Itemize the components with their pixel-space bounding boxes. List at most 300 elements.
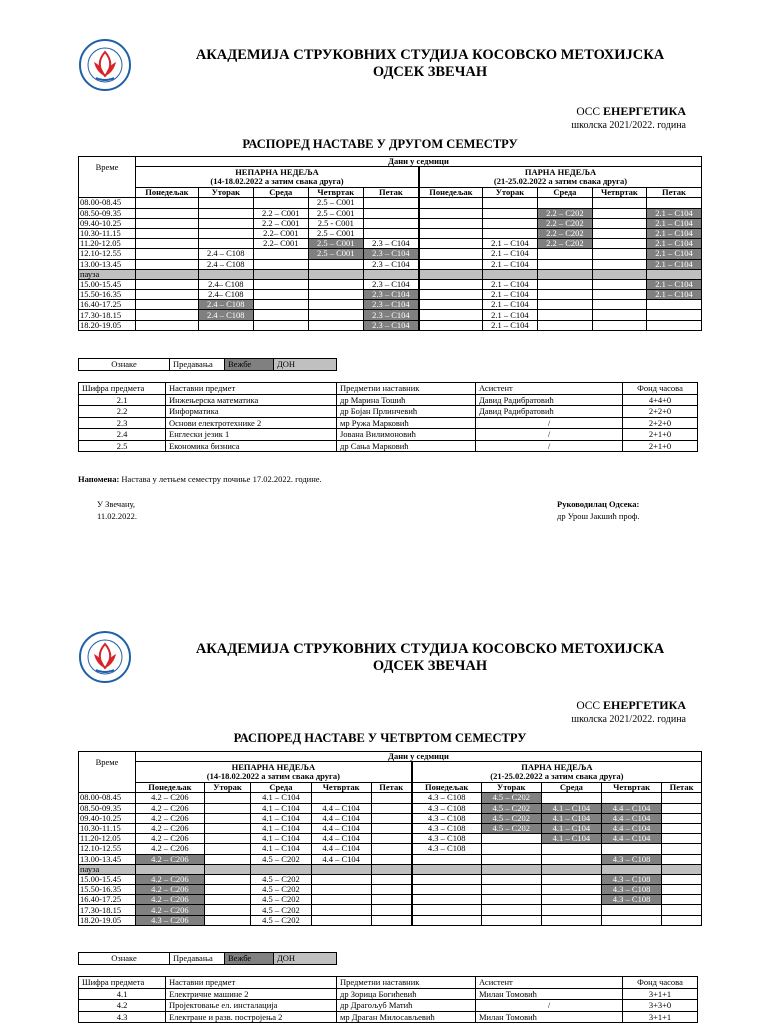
subject-teacher: др Драгољуб Матић [337,1000,476,1012]
schedule-cell [371,793,412,803]
day-header: Четвртак [311,783,371,793]
time-slot: 17.30-18.15 [79,310,136,320]
schedule-cell [412,864,481,874]
time-slot: пауза [79,864,136,874]
code-header: Шифра предмета [79,977,166,989]
schedule-cell: 2.3 – C104 [363,239,419,249]
schedule-cell: 2.4 – C108 [198,310,253,320]
subject-code: 2.1 [79,394,166,406]
schedule-cell [662,895,702,905]
program-label: ОСС ЕНЕРГЕТИКА [576,698,686,712]
legend-label: Ознаке [79,953,170,964]
schedule-cell: 4.5 – C202 [481,813,541,823]
subject-teacher: др Бојан Прлинчевић [337,406,476,418]
assistant-header: Асистент [476,383,623,395]
schedule-cell: 4.2 – C206 [136,803,205,813]
schedule-cell [662,915,702,925]
schedule-cell [601,793,661,803]
schedule-cell: 4.1 – C104 [251,823,311,833]
subject-fund: 3+3+0 [623,1000,698,1012]
time-slot: пауза [79,269,136,279]
time-slot: 16.40-17.25 [79,300,136,310]
legend-exercise: Вежбе [225,953,274,964]
time-slot: 08.00-08.45 [79,793,136,803]
teacher-header: Предметни наставник [337,383,476,395]
schedule-cell: 2.1 – C104 [646,239,701,249]
subject-fund: 2+1+0 [623,429,698,441]
subject-fund: 4+4+0 [623,394,698,406]
schedule-cell: 4.3 – C108 [412,823,481,833]
fund-header: Фонд часова [623,977,698,989]
schedule-cell [481,854,541,864]
schedule-cell [371,874,412,884]
schedule-cell: 4.2 – C206 [136,813,205,823]
schedule-cell: 2.3 – C104 [363,310,419,320]
schedule-cell: 4.1 – C104 [541,803,601,813]
subject-code: 2.2 [79,406,166,418]
day-header: Среда [537,188,592,198]
department-name: ОДСЕК ЗВЕЧАН [372,658,488,674]
subject-subject: Основи електротехнике 2 [166,417,337,429]
schedule-cell: 2.2 – C202 [537,218,592,228]
place-date: У Звечану, 11.02.2022. [97,499,138,521]
subject-header: Наставни предмет [166,977,337,989]
day-header: Петак [662,783,702,793]
schedule-cell: 4.2 – C206 [136,823,205,833]
subject-assistant: / [476,417,623,429]
schedule-cell: 2.1 – C104 [482,300,537,310]
subject-teacher: др Марина Тошић [337,394,476,406]
schedule-cell [412,854,481,864]
subject-subject: Економика бизниса [166,440,337,452]
schedule-row [79,905,702,915]
schedule-row [79,823,702,833]
day-header: Понедељак [419,188,482,198]
subject-code: 4.1 [79,988,166,1000]
schedule-cell: 4.1 – C104 [541,834,601,844]
schedule-cell: 4.2 – C206 [136,895,205,905]
schedule-row [79,803,702,813]
schedule-cell: 4.3 – C108 [412,803,481,813]
schedule-cell: 4.5 – C202 [251,874,311,884]
schedule-cell [371,895,412,905]
schedule-cell: 2.2 – C001 [253,218,308,228]
subject-code: 4.2 [79,1000,166,1012]
schedule-cell: 2.3 – C104 [363,300,419,310]
legend-lecture: Предавања [170,359,225,370]
time-slot: 16.40-17.25 [79,895,136,905]
schedule-cell [371,905,412,915]
schedule-cell: 2.1 – C104 [646,290,701,300]
schedule-cell: 4.3 – C108 [412,834,481,844]
days-header: Дани у седмици [136,752,702,762]
subject-fund: 3+1+1 [623,1011,698,1023]
schedule-cell [204,793,251,803]
schedule-cell: 4.1 – C104 [541,813,601,823]
time-slot: 15.00-15.45 [79,874,136,884]
schedule-cell [541,874,601,884]
time-slot: 18.20-19.05 [79,320,136,330]
schedule-cell [662,803,702,813]
department-name: ОДСЕК ЗВЕЧАН [372,64,488,80]
schedule-cell: 2.1 – C104 [646,218,701,228]
schedule-cell: 2.1 – C104 [646,228,701,238]
schedule-cell: 4.4 – C104 [311,834,371,844]
schedule-cell [481,905,541,915]
schedule-cell [481,915,541,925]
schedule-cell [204,885,251,895]
even-week-header: ПАРНА НЕДЕЉА (21-25.02.2022 а затим свака друга) [412,762,702,783]
schedule-cell: 2.5 – C001 [308,239,363,249]
schedule-cell [541,844,601,854]
odd-week-header: НЕПАРНА НЕДЕЉА (14-18.02.2022 а затим свака друга) [136,762,412,783]
schedule-cell [204,834,251,844]
schedule-cell [251,864,311,874]
schedule-cell: 4.1 – C104 [251,834,311,844]
schedule-row [79,854,702,864]
schedule-cell [662,905,702,915]
schedule-cell [311,915,371,925]
day-header: Уторак [482,188,537,198]
schedule-cell [204,854,251,864]
schedule-cell [371,885,412,895]
subject-subject: Енглески језик 1 [166,429,337,441]
schedule-row [79,915,702,925]
schedule-cell [541,915,601,925]
schedule-cell: 2.2 – C202 [537,208,592,218]
schedule-cell: 2.5 - C001 [308,218,363,228]
day-header: Четвртак [601,783,661,793]
schedule-cell [204,803,251,813]
schedule-cell: 2.4– C108 [198,279,253,289]
schedule-cell [204,895,251,905]
schedule-cell: 4.4 – C104 [311,803,371,813]
subjects-table [78,976,698,1023]
schedule-row [79,813,702,823]
schedule-cell [371,834,412,844]
schedule-cell [481,885,541,895]
schedule-cell: 4.2 – C206 [136,834,205,844]
time-slot: 10.30-11.15 [79,228,136,238]
subject-fund: 2+2+0 [623,417,698,429]
code-header: Шифра предмета [79,383,166,395]
time-slot: 08.50-09.35 [79,803,136,813]
time-slot: 18.20-19.05 [79,915,136,925]
schedule-cell: 4.2 – C206 [136,854,205,864]
program-label: ОСС ЕНЕРГЕТИКА [576,104,686,118]
schedule-cell [481,874,541,884]
day-header: Четвртак [308,188,363,198]
schedule-cell: 2.5 – C001 [308,208,363,218]
subject-code: 4.3 [79,1011,166,1023]
time-slot: 12.10-12.55 [79,844,136,854]
subject-row [79,1000,698,1012]
schedule-cell: 2.1 – C104 [482,249,537,259]
subject-code: 2.3 [79,417,166,429]
legend-label: Ознаке [79,359,170,370]
school-year: школска 2021/2022. година [571,120,686,131]
schedule-cell [662,823,702,833]
schedule-cell [662,885,702,895]
schedule-cell [601,844,661,854]
days-header: Дани у седмици [136,157,702,167]
fund-header: Фонд часова [623,383,698,395]
schedule-cell: 2.3 – C104 [363,320,419,330]
schedule-cell [412,874,481,884]
schedule-cell [371,915,412,925]
day-header: Петак [371,783,412,793]
assistant-header: Асистент [476,977,623,989]
schedule-cell: 4.3 – C108 [412,793,481,803]
schedule-cell [311,874,371,884]
schedule-cell [662,844,702,854]
schedule-cell [662,834,702,844]
schedule-title: РАСПОРЕД НАСТАВЕ У ДРУГОМ СЕМЕСТРУ [242,137,518,151]
schedule-cell: 4.3 – C108 [601,885,661,895]
subject-fund: 3+1+1 [623,988,698,1000]
schedule-cell [662,854,702,864]
schedule-row [79,895,702,905]
schedule-row [79,793,702,803]
subject-subject: Информатика [166,406,337,418]
subject-header: Наставни предмет [166,383,337,395]
schedule-cell [541,864,601,874]
schedule-cell [662,793,702,803]
time-slot: 17.30-18.15 [79,905,136,915]
schedule-cell: 2.3 – C104 [363,290,419,300]
schedule-cell: 4.5 – C202 [251,895,311,905]
day-header: Уторак [481,783,541,793]
schedule-cell [662,813,702,823]
subject-row [79,1011,698,1023]
schedule-cell: 4.2 – C206 [136,844,205,854]
schedule-cell: 4.3 – C108 [412,844,481,854]
schedule-cell [481,844,541,854]
schedule-cell [371,844,412,854]
time-slot: 15.50-16.35 [79,290,136,300]
schedule-cell: 4.4 – C104 [311,823,371,833]
schedule-cell [481,834,541,844]
schedule-cell: 4.5 – C202 [251,854,311,864]
subject-subject: Пројектовање ел. инсталација [166,1000,337,1012]
schedule-cell [541,905,601,915]
teacher-header: Предметни наставник [337,977,476,989]
schedule-cell [371,823,412,833]
schedule-cell [412,895,481,905]
schedule-cell: 4.4 – C104 [601,803,661,813]
legend-lecture: Предавања [170,953,225,964]
subject-teacher: др Сања Марковић [337,440,476,452]
time-slot: 09.40-10.25 [79,813,136,823]
schedule-cell: 2.1 – C104 [482,290,537,300]
schedule-cell: 2.5 – C001 [308,198,363,208]
schedule-cell: 2.2 – C202 [537,239,592,249]
time-slot: 15.50-16.35 [79,885,136,895]
schedule-cell [204,915,251,925]
schedule-cell: 4.1 – C104 [251,803,311,813]
day-header: Четвртак [592,188,646,198]
schedule-cell [412,885,481,895]
schedule-cell [204,813,251,823]
schedule-cell: 2.1 – C104 [646,249,701,259]
schedule-cell: 2.3 – C104 [363,249,419,259]
schedule-cell: 2.4 – C108 [198,300,253,310]
time-slot: 08.00-08.45 [79,198,136,208]
schedule-cell: 2.1 – C104 [482,279,537,289]
odd-week-header: НЕПАРНА НЕДЕЉА (14-18.02.2022 а затим свака друга) [136,167,419,188]
time-slot: 11.20-12.05 [79,834,136,844]
subject-fund: 2+2+0 [623,406,698,418]
schedule-cell: 2.4 – C108 [198,249,253,259]
schedule-cell: 4.3 – C206 [136,915,205,925]
schedule-cell [311,905,371,915]
legend-don: ДОН [274,953,336,964]
subject-assistant: Милан Томовић [476,1011,623,1023]
legend-exercise: Вежбе [225,359,274,370]
schedule-cell: 2.4 – C108 [198,259,253,269]
schedule-cell: 2.1 – C104 [482,320,537,330]
schedule-cell: 2.3 – C104 [363,259,419,269]
schedule-cell [204,823,251,833]
day-header: Среда [253,188,308,198]
time-slot: 11.20-12.05 [79,239,136,249]
schedule-cell: 2.1 – C104 [646,208,701,218]
schedule-cell: 4.1 – C104 [251,844,311,854]
schedule-cell [371,813,412,823]
schedule-cell: 4.5 – C202 [481,803,541,813]
subject-assistant: / [476,440,623,452]
schedule-cell: 4.4 – C104 [311,844,371,854]
subject-subject: Електричне машине 2 [166,988,337,1000]
schedule-cell: 4.1 – C104 [251,793,311,803]
subject-subject: Електране и разв. постројења 2 [166,1011,337,1023]
schedule-cell [541,854,601,864]
institution-name: АКАДЕМИЈА СТРУКОВНИХ СТУДИЈА КОСОВСКО МЕТОХИЈСКА [195,641,665,657]
schedule-cell [204,905,251,915]
subject-assistant: Давид Радибратовић [476,406,623,418]
time-slot: 08.50-09.35 [79,208,136,218]
schedule-cell: 4.4 – C104 [311,854,371,864]
time-slot: 09.40-10.25 [79,218,136,228]
schedule-cell [601,905,661,915]
schedule-cell: 4.3 – C108 [601,874,661,884]
schedule-cell: 4.5 – C202 [251,885,311,895]
subject-teacher: Јована Вилимоновић [337,429,476,441]
schedule-cell [601,864,661,874]
schedule-cell: 2.2 – C202 [537,228,592,238]
time-slot: 12.10-12.55 [79,249,136,259]
schedule-cell [662,864,702,874]
schedule-cell [481,864,541,874]
schedule-cell: 2.3 – C104 [363,279,419,289]
schedule-cell: 4.1 – C104 [541,823,601,833]
schedule-cell: 4.2 – C206 [136,905,205,915]
schedule-cell [311,864,371,874]
subject-assistant: Милан Томовић [476,988,623,1000]
schedule-cell: 2.5 – C001 [308,249,363,259]
schedule-cell: 2.1 – C104 [646,279,701,289]
schedule-cell: 4.2 – C206 [136,885,205,895]
subject-teacher: мр Драган Милосављевић [337,1011,476,1023]
schedule-cell: 4.2 – C206 [136,874,205,884]
schedule-cell [601,915,661,925]
schedule-cell: 4.4 – C104 [311,813,371,823]
time-slot: 13.00-13.45 [79,259,136,269]
time-slot: 10.30-11.15 [79,823,136,833]
schedule-cell [371,803,412,813]
day-header: Среда [251,783,311,793]
day-header: Понедељак [412,783,481,793]
schedule-cell: 4.3 – C108 [601,895,661,905]
schedule-cell [662,874,702,884]
schedule-cell [204,864,251,874]
schedule-cell: 2.1 – C104 [482,310,537,320]
subject-teacher: др Зорица Богићевић [337,988,476,1000]
schedule-cell [204,844,251,854]
note: Напомена: Настава у летњем семестру почиње 17.02.2022. године. [78,474,322,484]
schedule-cell [412,905,481,915]
subject-teacher: мр Ружа Марковић [337,417,476,429]
schedule-cell: 4.4 – C104 [601,813,661,823]
schedule-cell [311,885,371,895]
subject-assistant: / [476,429,623,441]
schedule-cell: 4.4 – C104 [601,834,661,844]
schedule-cell [412,915,481,925]
schedule-cell: 4.3 – C108 [601,854,661,864]
day-header: Петак [646,188,701,198]
schedule-cell: 4.5 – C202 [251,915,311,925]
schedule-cell [481,895,541,905]
day-header: Понедељак [136,188,199,198]
even-week-header: ПАРНА НЕДЕЉА (21-25.02.2022 а затим свака друга) [419,167,702,188]
school-year: школска 2021/2022. година [571,714,686,725]
schedule-title: РАСПОРЕД НАСТАВЕ У ЧЕТВРТОМ СЕМЕСТРУ [233,731,527,745]
schedule-cell [541,793,601,803]
subject-code: 2.5 [79,440,166,452]
institution-name: АКАДЕМИЈА СТРУКОВНИХ СТУДИЈА КОСОВСКО МЕТОХИЈСКА [195,47,665,63]
schedule-cell: 4.5 – C202 [481,823,541,833]
day-header: Понедељак [136,783,205,793]
time-slot: 13.00-13.45 [79,854,136,864]
schedule-row [79,834,702,844]
schedule-cell: 2.1 – C104 [646,259,701,269]
day-header: Петак [363,188,419,198]
schedule-row [79,874,702,884]
schedule-cell [136,864,205,874]
time-header: Време [79,752,136,793]
subject-row [79,988,698,1000]
time-slot: 15.00-15.45 [79,279,136,289]
schedule-cell [311,895,371,905]
schedule-cell [311,793,371,803]
department-head: Руководилац Одсека: др Урош Јакшић проф. [557,499,640,521]
day-header: Среда [541,783,601,793]
subject-code: 2.4 [79,429,166,441]
schedule-row [79,885,702,895]
academy-logo-icon [78,630,132,684]
schedule-cell: 4.5 – C202 [481,793,541,803]
schedule-cell [371,854,412,864]
day-header: Уторак [204,783,251,793]
schedule-cell: 4.5 – C202 [251,905,311,915]
subject-assistant: Давид Радибратовић [476,394,623,406]
schedule-cell: 4.3 – C108 [412,813,481,823]
subject-fund: 2+1+0 [623,440,698,452]
schedule-cell [541,885,601,895]
schedule-cell: 4.2 – C206 [136,793,205,803]
schedule-cell: 2.4– C108 [198,290,253,300]
schedule-row [79,844,702,854]
